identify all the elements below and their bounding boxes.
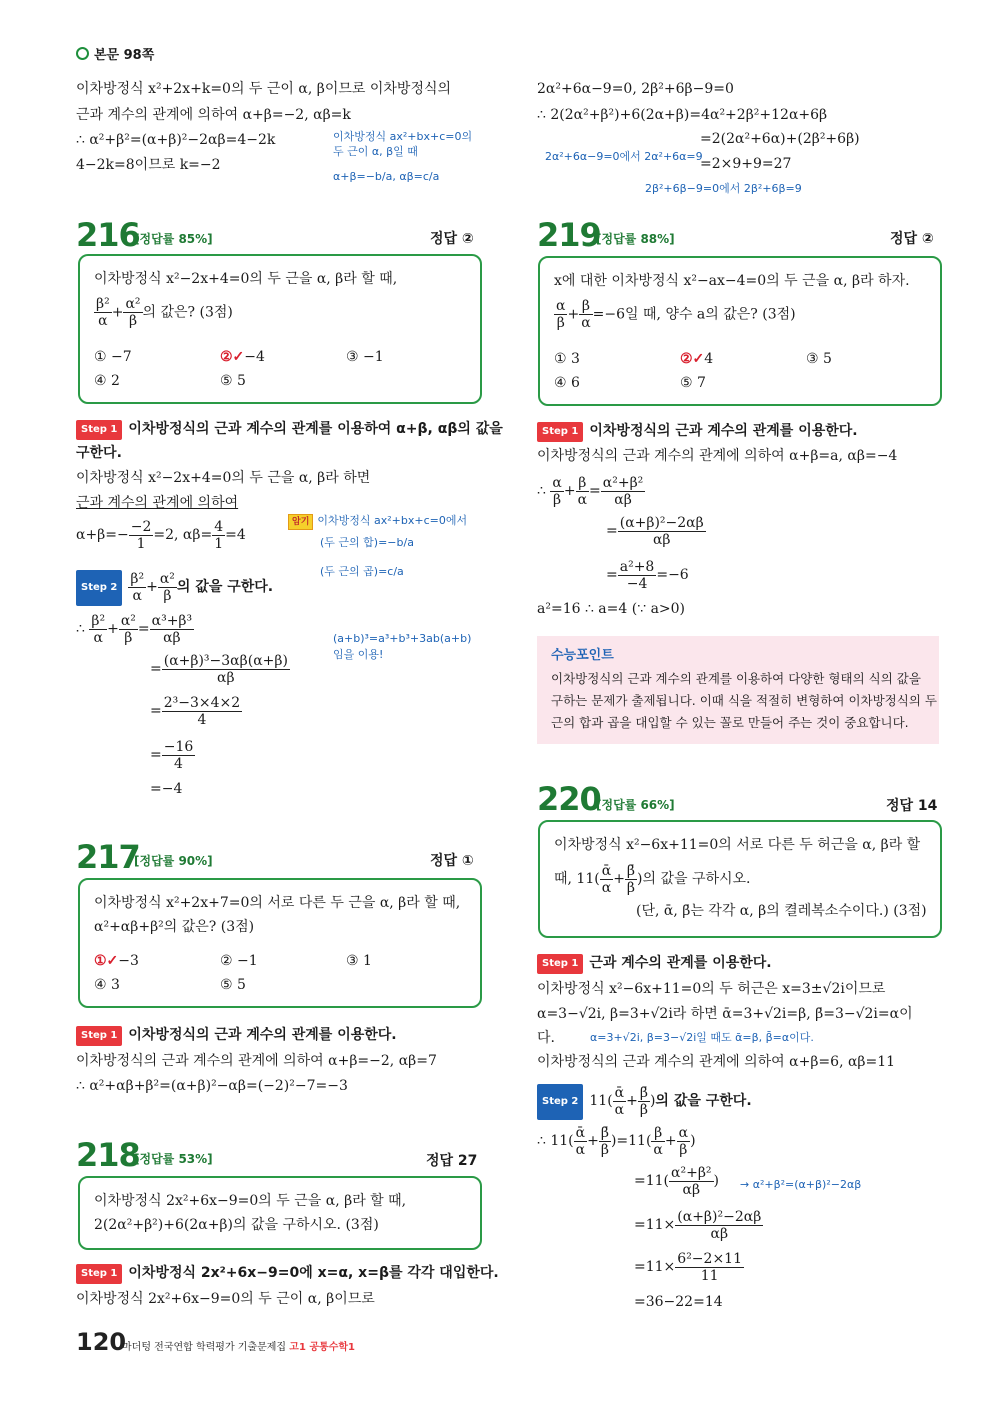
calc-note: → α²+β²=(α+β)²−2αβ	[740, 1178, 862, 1191]
choice-2[interactable]: ② −1	[220, 953, 258, 969]
correct-rate: [정답률 53%]	[134, 1152, 213, 1166]
key-point-line-2: 구하는 문제가 출제됩니다. 이때 식을 적절히 변형하여 이차방정식의 두	[551, 693, 937, 708]
choice-1[interactable]: ① −7	[94, 349, 132, 365]
choice-4[interactable]: ④ 6	[554, 375, 580, 391]
choice-5[interactable]: ⑤ 7	[680, 375, 706, 391]
question-line-3: (단, ᾱ, β̄는 각각 α, β의 켤레복소수이다.) (3점)	[636, 903, 927, 919]
calc-line-4: =11× $\frac{\text{6²−2×11}}{11}$	[634, 1250, 742, 1284]
key-point-line-1: 이차방정식의 근과 계수의 관계를 이용하여 다양한 형태의 식의 값을	[551, 671, 921, 686]
choice-3[interactable]: ③ 1	[346, 953, 372, 969]
question-line-2: $\frac{\alpha}{\beta}$ + $\frac{\beta}{\alpha}$ =−6일 때, 양수 a의 값은? (3점)	[556, 298, 796, 331]
step-1-heading: Step 1 이차방정식 2x²+6x−9=0에 x=α, x=β를 각각 대입한다.	[76, 1264, 499, 1284]
problem-number: 218	[76, 1136, 140, 1174]
answer: 정답 ①	[430, 853, 474, 869]
fraction: $\frac{\text{α²}}{\beta}$	[125, 296, 141, 329]
calc-note-2: 임을 이용!	[333, 648, 384, 661]
choice-3[interactable]: ③ 5	[806, 351, 832, 367]
memo-1: 암기 이차방정식 ax²+bx+c=0에서	[288, 514, 467, 530]
key-point-line-3: 근의 합과 곱을 대입할 수 있는 꼴로 만들어 주는 것이 중요합니다.	[551, 715, 909, 730]
calc-line-1: ∴ $\frac{\alpha}{\beta}$ + $\frac{\beta}{\alpha}$ = $\frac{\text{α²+β²}}{\alpha\beta}$	[537, 474, 644, 508]
choice-5[interactable]: ⑤ 5	[220, 373, 246, 389]
question-line-1: 이차방정식 x²+2x+7=0의 서로 다른 두 근을 α, β라 할 때,	[94, 895, 461, 911]
choice-2[interactable]: ②✓−4	[220, 349, 265, 365]
intro-line-4: 4−2k=8이므로 k=−2	[76, 157, 221, 173]
problem-box	[78, 878, 482, 1008]
question-line-1: 이차방정식 x²−2x+4=0의 두 근을 α, β라 할 때,	[94, 271, 398, 287]
choice-1[interactable]: ① 3	[554, 351, 580, 367]
step-1-heading: Step 1 근과 계수의 관계를 이용한다.	[537, 954, 772, 974]
step-1-heading-cont: 구한다.	[76, 445, 122, 461]
sol-line-4: 이차방정식의 근과 계수의 관계에 의하여 α+β=6, αβ=11	[537, 1054, 896, 1070]
problem-number: 216	[76, 216, 140, 254]
question-line-1: x에 대한 이차방정식 x²−ax−4=0의 두 근을 α, β라 하자.	[554, 273, 910, 289]
intro-line-3: ∴ α²+β²=(α+β)²−2αβ=4−2k	[76, 132, 276, 148]
sol-line-1: 이차방정식 2x²+6x−9=0의 두 근이 α, β이므로	[76, 1291, 375, 1307]
problem-number: 219	[537, 216, 601, 254]
answer: 정답 27	[426, 1153, 478, 1169]
question-line-2: $\frac{\text{β²}}{\alpha}$ + $\frac{\text{α²}}{\beta}$ 의 값은? (3점)	[96, 296, 233, 329]
sol-line-1: 이차방정식의 근과 계수의 관계에 의하여 α+β=−2, αβ=7	[76, 1053, 437, 1069]
correct-rate: [정답률 88%]	[596, 232, 675, 246]
checkmark-icon: ②✓	[680, 351, 705, 367]
sol-line-2: ∴ α²+αβ+β²=(α+β)²−αβ=(−2)²−7=−3	[76, 1078, 348, 1094]
choice-5[interactable]: ⑤ 5	[220, 977, 246, 993]
checkmark-icon: ①✓	[94, 953, 119, 969]
answer: 정답 ②	[430, 231, 474, 247]
question-line-2: 2(2α²+β²)+6(2α+β)의 값을 구하시오. (3점)	[94, 1217, 379, 1233]
sol-line-2: α=3−√2i, β=3+√2i라 하면 ᾱ=3+√2i=β, β̄=3−√2i=α이	[537, 1006, 913, 1022]
intro-line-2: 근과 계수의 관계에 의하여 α+β=−2, αβ=k	[76, 107, 351, 123]
p218-cont-line-2: ∴ 2(2α²+β²)+6(2α+β)=4α²+2β²+12α+6β	[537, 107, 828, 123]
memo-3: (두 근의 곱)=c/a	[320, 565, 404, 578]
sol-line-3: 다.	[537, 1030, 555, 1046]
p218-note-1: 2α²+6α−9=0에서 2α²+6α=9	[545, 150, 703, 163]
answer: 정답 14	[886, 798, 938, 814]
footer-text: 마더텅 전국연합 학력평가 기출문제집 고1 공통수학1	[122, 1342, 355, 1353]
correct-rate: [정답률 90%]	[134, 854, 213, 868]
step-1-heading: Step 1 이차방정식의 근과 계수의 관계를 이용하여 α+β, αβ의 값을	[76, 420, 503, 440]
key-point-title: 수능포인트	[551, 648, 614, 663]
calc-line-5: =−4	[150, 781, 183, 797]
question-line-2: 때, 11( $\frac{\text{ᾱ}}{\alpha}$ + $\frac{\betā}{\beta}$ )의 값을 구하시오.	[554, 862, 751, 896]
step-1-heading: Step 1 이차방정식의 근과 계수의 관계를 이용한다.	[76, 1026, 397, 1046]
correct-rate: [정답률 66%]	[596, 798, 675, 812]
choice-3[interactable]: ③ −1	[346, 349, 384, 365]
sol-line-1: 이차방정식 x²−2x+4=0의 두 근을 α, β라 하면	[76, 470, 371, 486]
p218-cont-line-4: =2×9+9=27	[700, 156, 792, 172]
problem-box	[78, 1176, 482, 1250]
answer: 정답 ②	[890, 231, 934, 247]
problem-box	[78, 254, 482, 404]
choice-1[interactable]: ①✓−3	[94, 953, 139, 969]
p218-cont-line-1: 2α²+6α−9=0, 2β²+6β−9=0	[537, 81, 734, 97]
problem-box	[538, 820, 942, 938]
calc-line-5: =36−22=14	[634, 1294, 723, 1310]
sol-line-1: 이차방정식 x²−6x+11=0의 두 허근은 x=3±√2i이므로	[537, 981, 886, 997]
step-1-heading: Step 1 이차방정식의 근과 계수의 관계를 이용한다.	[537, 422, 858, 442]
intro-line-1: 이차방정식 x²+2x+k=0의 두 근이 α, β이므로 이차방정식의	[76, 81, 452, 97]
page-reference: 본문 98쪽	[76, 44, 154, 63]
calc-line-4: = $\frac{-16}{4}$	[150, 738, 194, 772]
choice-2[interactable]: ②✓4	[680, 351, 714, 367]
intro-note-2: 두 근이 α, β일 때	[333, 145, 418, 158]
circle-icon	[76, 47, 89, 60]
correct-rate: [정답률 85%]	[134, 232, 213, 246]
problem-box	[538, 256, 942, 406]
arrow-right-icon: →	[740, 1178, 753, 1191]
problem-number: 220	[537, 780, 601, 818]
sol-line-1: 이차방정식의 근과 계수의 관계에 의하여 α+β=a, αβ=−4	[537, 448, 898, 464]
question-line-2: α²+αβ+β²의 값은? (3점)	[94, 919, 255, 935]
checkmark-icon: ②✓	[220, 349, 245, 365]
intro-note-1: 이차방정식 ax²+bx+c=0의	[333, 130, 473, 143]
question-line-1: 이차방정식 2x²+6x−9=0의 두 근을 α, β라 할 때,	[94, 1193, 407, 1209]
choice-4[interactable]: ④ 2	[94, 373, 120, 389]
question-line-1: 이차방정식 x²−6x+11=0의 서로 다른 두 허근을 α, β라 할	[554, 837, 921, 853]
calc-line-3: = $\frac{\text{a²+8}}{-4}$ =−6	[606, 558, 689, 592]
fraction: $\frac{\text{β²}}{\alpha}$	[96, 296, 110, 329]
p218-cont-line-3: =2(2α²+6α)+(2β²+6β)	[700, 131, 860, 147]
step-2-heading: Step 2 $\frac{\text{β²}}{\alpha}$ + $\frac{\text{α²}}{\beta}$ 의 값을 구한다.	[76, 570, 273, 606]
problem-number: 217	[76, 838, 140, 876]
key-point-box	[537, 636, 939, 744]
p218-note-2: 2β²+6β−9=0에서 2β²+6β=9	[645, 182, 802, 195]
calc-line-2: = $\frac{\text{(α+β)³−3αβ(α+β)}}{\alpha\beta}$	[150, 652, 288, 686]
calc-line-2: =11( $\frac{\text{α²+β²}}{\alpha\beta}$ )	[634, 1164, 719, 1198]
choice-4[interactable]: ④ 3	[94, 977, 120, 993]
calc-note-1: (a+b)³=a³+b³+3ab(a+b)	[333, 632, 472, 645]
page-number: 120	[76, 1328, 127, 1356]
calc-line-4: a²=16 ∴ a=4 (∵ a>0)	[537, 601, 686, 617]
calc-line-1: ∴ 11( $\frac{\text{ᾱ}}{\alpha}$ + $\frac{\betā}{\beta}$ )=11( $\frac{\beta}{\alpha}$ + $\frac{\alpha}{\beta}$ )	[537, 1124, 696, 1158]
sol-note: α=3+√2i, β=3−√2i일 때도 ᾱ=β, β̄=α이다.	[590, 1031, 814, 1044]
step-2-heading: Step 2 11( $\frac{\text{ᾱ}}{\alpha}$ + $\frac{\betā}{\beta}$ )의 값을 구한다.	[537, 1084, 752, 1120]
calc-line-1: ∴ $\frac{\text{β²}}{\alpha}$ + $\frac{\text{α²}}{\beta}$ = $\frac{\text{α³+β³}}{\alpha\beta}$	[76, 612, 193, 646]
sol-line-3: α+β=− $\frac{-2}{1}$ =2, αβ= $\frac{4}{1}$ =4	[76, 518, 246, 552]
intro-note-3: α+β=−b/a, αβ=c/a	[333, 170, 440, 183]
memo-2: (두 근의 합)=−b/a	[320, 536, 414, 549]
calc-line-2: = $\frac{\text{(α+β)²−2αβ}}{\alpha\beta}$	[606, 514, 704, 548]
calc-line-3: = $\frac{\text{2³−3×4×2}}{4}$	[150, 694, 241, 728]
calc-line-3: =11× $\frac{\text{(α+β)²−2αβ}}{\alpha\beta}$	[634, 1208, 762, 1242]
sol-line-2: 근과 계수의 관계에 의하여	[76, 495, 239, 511]
